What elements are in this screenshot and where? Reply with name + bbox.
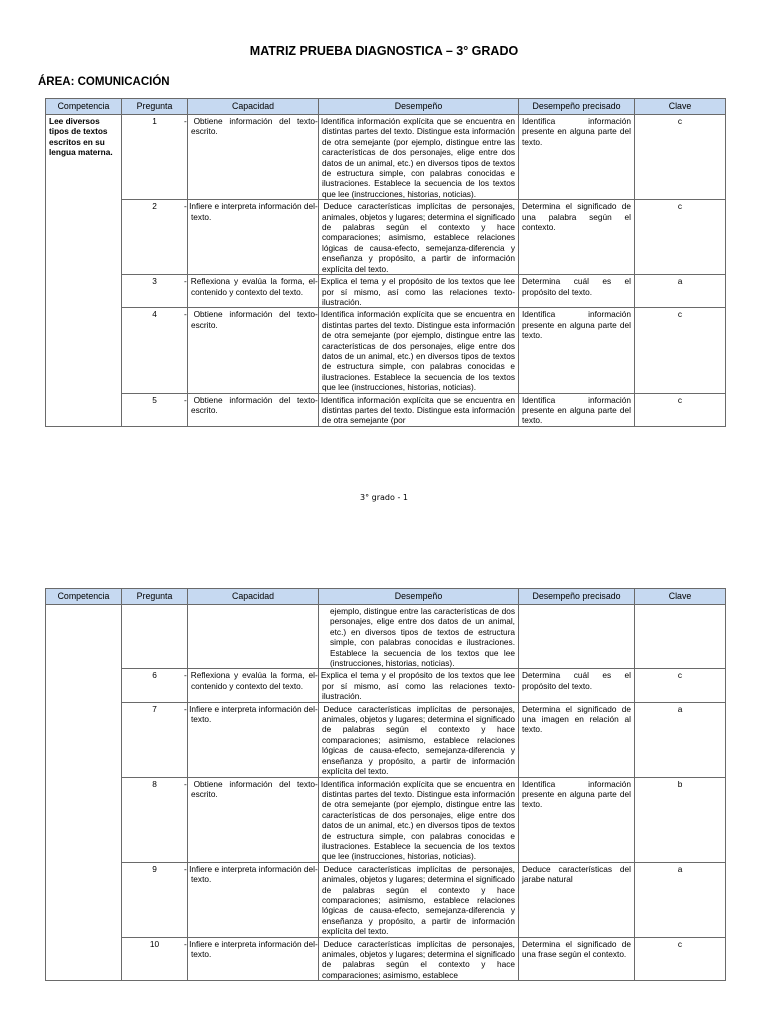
table-row	[46, 669, 726, 702]
header-clave: Clave	[635, 589, 726, 605]
table-header-row	[46, 589, 726, 605]
desempeno-cell: - Deduce características implícitas de personajes, animales, objetos y lugares; determina el significado de palabras según el contexto y hace comparaciones; asimismo, establece relaciones lógicas de causa-efecto, semejanza-diferencia y enseñanza y propósito, a partir de información explícita del texto.	[319, 200, 519, 275]
table-row	[46, 862, 726, 937]
clave-cell: a	[635, 702, 726, 777]
capacidad-cell: - Infiere e interpreta información del texto.	[188, 200, 319, 275]
page-footer: 3° grado - 1	[360, 493, 408, 502]
desempeno-cell: - Identifica información explícita que se encuentra en distintas partes del texto. Distingue esta información de otra semejante (por ejemplo, distingue entre las características de dos personajes, elige entre dos datos de un animal, etc.) en diversos tipos de textos de estructura simple, con palabras conocidas e ilustraciones. Establece la secuencia de los textos que lee (instrucciones, historias, noticias).	[319, 115, 519, 200]
desempeno-precisado-cell: Identifica información presente en alguna parte del texto.	[519, 393, 635, 426]
capacidad-cell: - Reflexiona y evalúa la forma, el contenido y contexto del texto.	[188, 669, 319, 702]
header-competencia: Competencia	[46, 589, 122, 605]
pregunta-cell: 7	[122, 702, 188, 777]
clave-cell: a	[635, 862, 726, 937]
matrix-table	[45, 98, 726, 427]
desempeno-precisado-cell: Identifica información presente en alguna parte del texto.	[519, 777, 635, 862]
pregunta-cell: 10	[122, 937, 188, 981]
desempeno-cell: - Deduce características implícitas de personajes, animales, objetos y lugares; determina el significado de palabras según el contexto y hace comparaciones; asimismo, establece relaciones lógicas de causa-efecto, semejanza-diferencia y enseñanza y propósito, a partir de información explícita del texto.	[319, 862, 519, 937]
desempeno-precisado-cell: Determina el significado de una frase según el contexto.	[519, 937, 635, 981]
table-row	[46, 777, 726, 862]
clave-cell: c	[635, 669, 726, 702]
desempeno-precisado-cell: Determina el significado de una palabra según el contexto.	[519, 200, 635, 275]
clave-cell: c	[635, 115, 726, 200]
header-desempeno: Desempeño	[319, 589, 519, 605]
document-title: MATRIZ PRUEBA DIAGNOSTICA – 3° GRADO	[249, 44, 519, 58]
competencia-cell-empty	[46, 605, 122, 981]
desempeno-cell: - Explica el tema y el propósito de los textos que lee por sí mismo, así como las relaciones texto-ilustración.	[319, 669, 519, 702]
capacidad-cell: - Reflexiona y evalúa la forma, el contenido y contexto del texto.	[188, 275, 319, 308]
table-row-continuation	[46, 605, 726, 669]
desempeno-precisado-cell	[519, 605, 635, 669]
desempeno-cell: - Identifica información explícita que se encuentra en distintas partes del texto. Distingue esta información de otra semejante (por ejemplo, distingue entre las características de dos personajes, elige entre dos datos de un animal, etc.) en diversos tipos de textos de estructura simple, con palabras conocidas e ilustraciones. Establece la secuencia de los textos que lee (instrucciones, historias, noticias).	[319, 308, 519, 393]
clave-cell: a	[635, 275, 726, 308]
desempeno-precisado-cell: Determina cuál es el propósito del texto.	[519, 275, 635, 308]
clave-cell: c	[635, 937, 726, 981]
header-capacidad: Capacidad	[188, 589, 319, 605]
table-header-row	[46, 99, 726, 115]
header-desempeno: Desempeño	[319, 99, 519, 115]
pregunta-cell: 8	[122, 777, 188, 862]
table-row	[46, 937, 726, 981]
table-row	[46, 275, 726, 308]
desempeno-cell: - Deduce características implícitas de personajes, animales, objetos y lugares; determina el significado de palabras según el contexto y hace comparaciones; asimismo, establece	[319, 937, 519, 981]
desempeno-cell: - Identifica información explícita que se encuentra en distintas partes del texto. Distingue esta información de otra semejante (por	[319, 393, 519, 426]
area-heading: ÁREA: COMUNICACIÓN	[38, 76, 170, 88]
desempeno-cell: - Identifica información explícita que se encuentra en distintas partes del texto. Distingue esta información de otra semejante (por ejemplo, distingue entre las características de dos personajes, elige entre dos datos de un animal, etc.) en diversos tipos de textos de estructura simple, con palabras conocidas e ilustraciones. Establece la secuencia de los textos que lee (instrucciones, historias, noticias).	[319, 777, 519, 862]
header-competencia: Competencia	[46, 99, 122, 115]
clave-cell	[635, 605, 726, 669]
table-row	[46, 308, 726, 393]
capacidad-cell: - Infiere e interpreta información del texto.	[188, 937, 319, 981]
desempeno-precisado-cell: Identifica información presente en alguna parte del texto.	[519, 308, 635, 393]
capacidad-cell: - Obtiene información del texto escrito.	[188, 777, 319, 862]
capacidad-cell: - Obtiene información del texto escrito.	[188, 308, 319, 393]
desempeno-precisado-cell: Identifica información presente en alguna parte del texto.	[519, 115, 635, 200]
header-pregunta: Pregunta	[122, 589, 188, 605]
desempeno-precisado-cell: Deduce características del jarabe natural	[519, 862, 635, 937]
header-capacidad: Capacidad	[188, 99, 319, 115]
desempeno-cell: ejemplo, distingue entre las características de dos personajes, elige entre dos datos de un animal, etc.) en diversos tipos de textos de estructura simple, con palabras conocidas e ilustraciones. Establece la secuencia de los textos que lee (instrucciones, historias, noticias).	[319, 605, 519, 669]
pregunta-cell: 4	[122, 308, 188, 393]
clave-cell: b	[635, 777, 726, 862]
clave-cell: c	[635, 393, 726, 426]
clave-cell: c	[635, 200, 726, 275]
desempeno-cell: - Explica el tema y el propósito de los textos que lee por sí mismo, así como las relaciones texto-ilustración.	[319, 275, 519, 308]
pregunta-cell: 2	[122, 200, 188, 275]
pregunta-cell	[122, 605, 188, 669]
desempeno-precisado-cell: Determina el significado de una imagen en relación al texto.	[519, 702, 635, 777]
header-clave: Clave	[635, 99, 726, 115]
document-page-2	[0, 588, 768, 1024]
pregunta-cell: 3	[122, 275, 188, 308]
capacidad-cell: - Obtiene información del texto escrito.	[188, 393, 319, 426]
desempeno-cell: - Deduce características implícitas de personajes, animales, objetos y lugares; determina el significado de palabras según el contexto y hace comparaciones; asimismo, establece relaciones lógicas de causa-efecto, semejanza-diferencia y enseñanza y propósito, a partir de información explícita del texto.	[319, 702, 519, 777]
capacidad-cell: - Infiere e interpreta información del texto.	[188, 702, 319, 777]
matrix-table-continued	[45, 588, 726, 981]
capacidad-cell	[188, 605, 319, 669]
clave-cell: c	[635, 308, 726, 393]
capacidad-cell: - Infiere e interpreta información del texto.	[188, 862, 319, 937]
pregunta-cell: 6	[122, 669, 188, 702]
desempeno-precisado-cell: Determina cuál es el propósito del texto.	[519, 669, 635, 702]
header-desempeno-precisado: Desempeño precisado	[519, 589, 635, 605]
capacidad-cell: - Obtiene información del texto escrito.	[188, 115, 319, 200]
table-row	[46, 393, 726, 426]
pregunta-cell: 9	[122, 862, 188, 937]
table-row	[46, 702, 726, 777]
table-row	[46, 200, 726, 275]
header-pregunta: Pregunta	[122, 99, 188, 115]
pregunta-cell: 1	[122, 115, 188, 200]
table-row	[46, 115, 726, 200]
header-desempeno-precisado: Desempeño precisado	[519, 99, 635, 115]
competencia-cell: Lee diversos tipos de textos escritos en su lengua materna.	[46, 115, 122, 427]
pregunta-cell: 5	[122, 393, 188, 426]
